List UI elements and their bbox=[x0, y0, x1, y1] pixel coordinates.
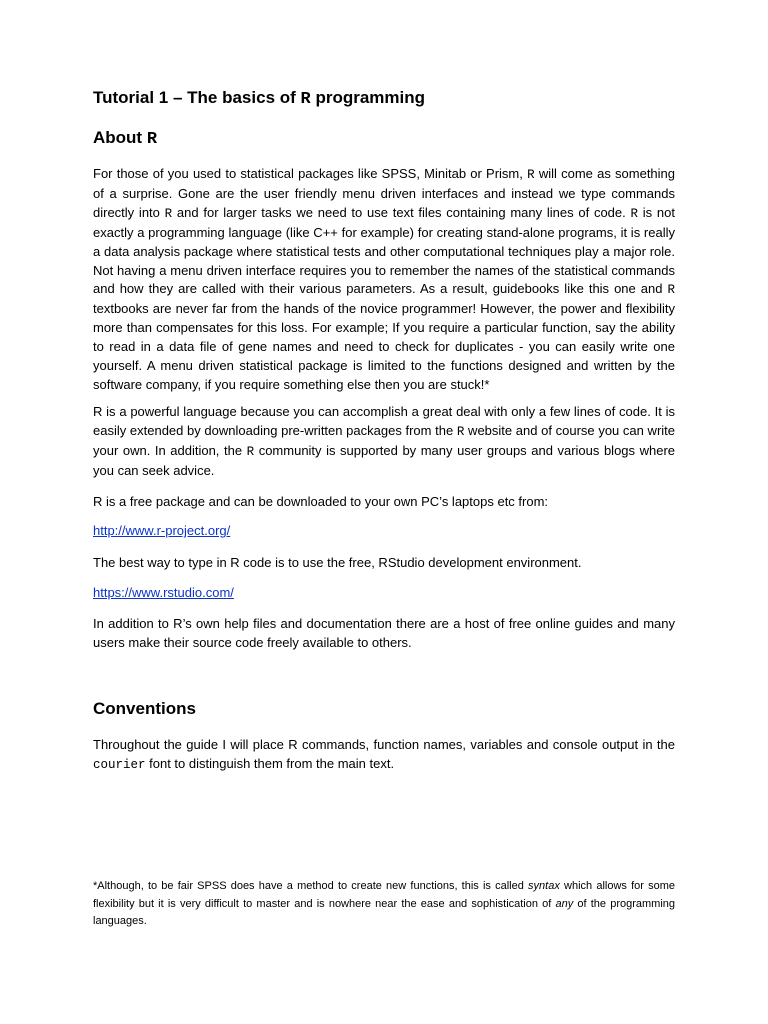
inline-code: R bbox=[246, 444, 255, 459]
download-paragraph: R is a free package and can be downloaded to your own PC’s laptops etc from: bbox=[93, 494, 549, 509]
inline-code: R bbox=[527, 168, 535, 182]
about-r: R bbox=[146, 130, 158, 149]
title-suffix: programming bbox=[310, 88, 426, 107]
intro-paragraph: For those of you used to statistical packages like SPSS, Minitab or Prism, R will come as something of a surprise. Gone are the user friendly menu driven interfaces and instead we type commands directly into R and for larger tasks we need to use text files containing many lines of code. R is not exactly a programming language (like C++ for example) for creating stand-alone programs, it is really a data analysis package where statistical tests and other computational techniques play a major role. Not having a menu driven interface requires you to remember the names of the statistical commands and how they are called with their various parameters. As a result, guidebooks like this one and R textbooks are never far from the hands of the novice programmer! However, the power and flexibility more than compensates for this loss. For example; If you require a particular function, say the ability to read in a data file of gene names and need to check for duplicates - you can easily write one yourself. A menu driven statistical package is limited to the functions designed and written by the software company, if you require something else then you are stuck!* bbox=[93, 166, 676, 392]
powerful-language-paragraph: R is a powerful language because you can accomplish a great deal with only a few lines of code. It is easily extended by downloading pre-written packages from the R website and of course you can write your own. In addition, the R community is supported by many user groups and various blogs where you can seek advice. bbox=[93, 404, 675, 478]
conventions-paragraph: Throughout the guide I will place R commands, function names, variables and console output in the courier font to distinguish them from the main text. bbox=[93, 737, 675, 772]
inline-code: R bbox=[164, 206, 173, 221]
link-paragraph bbox=[93, 522, 675, 541]
emphasis: any bbox=[555, 897, 574, 910]
inline-code: R bbox=[456, 424, 465, 439]
page-title bbox=[93, 88, 425, 109]
title-text: Tutorial 1 – The basics of bbox=[93, 88, 301, 107]
rstudio-link[interactable]: https://www.rstudio.com/ bbox=[93, 585, 234, 600]
inline-code: courier bbox=[93, 757, 146, 772]
help-files-paragraph: In addition to R’s own help files and documentation there are a host of free online guides and many users make their source code freely available to others. bbox=[93, 616, 675, 650]
title-r: R bbox=[300, 90, 311, 109]
inline-code: R bbox=[630, 206, 639, 221]
about-r-heading bbox=[93, 128, 157, 149]
conventions-heading: Conventions bbox=[93, 699, 196, 718]
rstudio-paragraph: The best way to type in R code is to use the free, RStudio development environment. bbox=[93, 555, 582, 570]
inline-code: R bbox=[667, 283, 675, 298]
footnote: *Although, to be fair SPSS does have a method to create new functions, this is called syntax which allows for some flexibility but it is very difficult to master and is nowhere near the ease and sophistication of any of the programming languages. bbox=[93, 880, 676, 927]
r-project-link[interactable]: http://www.r-project.org/ bbox=[93, 523, 231, 538]
about-text: About bbox=[93, 128, 147, 147]
emphasis: syntax bbox=[528, 880, 560, 892]
link-paragraph bbox=[93, 584, 675, 603]
